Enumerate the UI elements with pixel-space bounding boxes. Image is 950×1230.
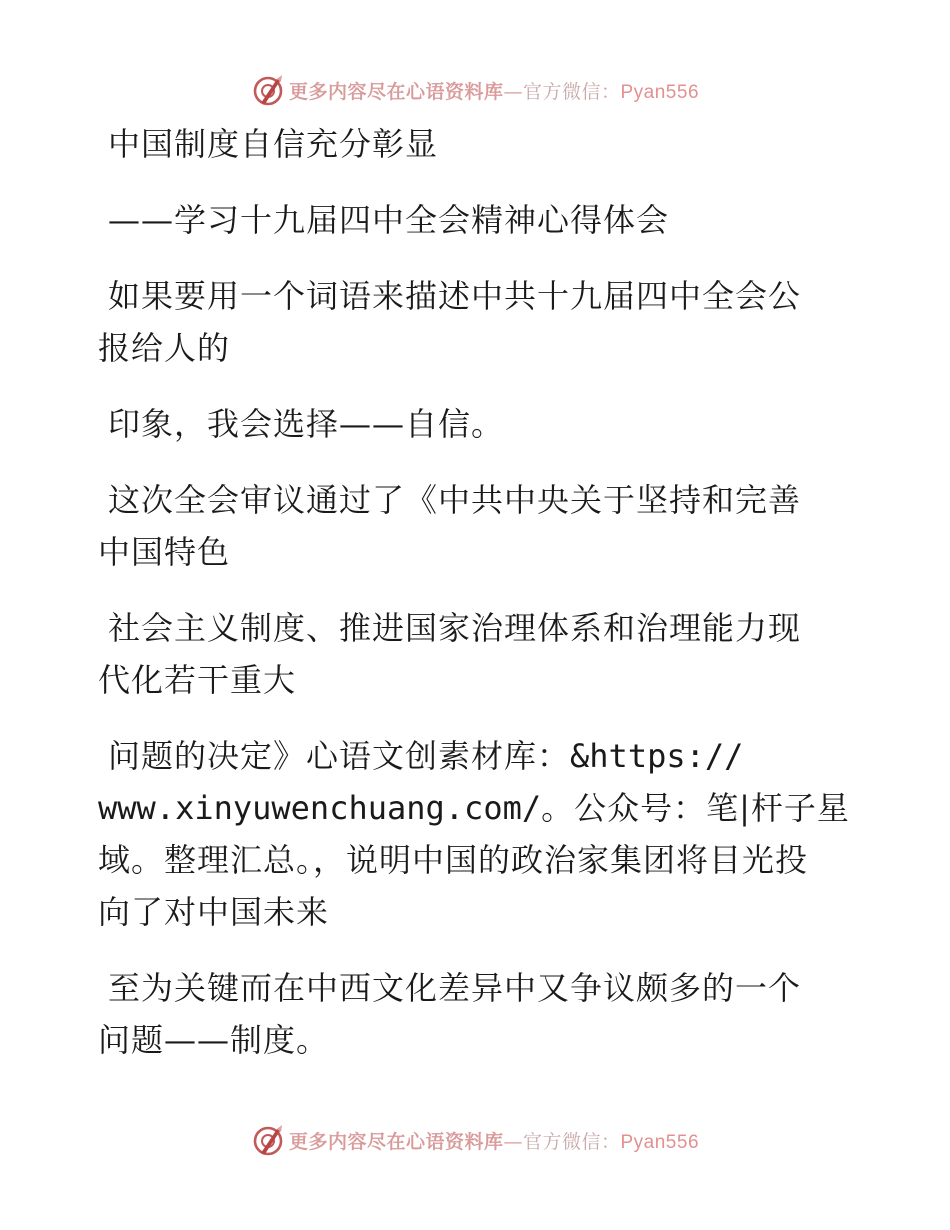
banner-slogan: 更多内容尽在心语资料库: [288, 80, 504, 103]
paragraph-4-line-2: 代化若干重大: [98, 661, 297, 699]
header-watermark-banner: [0, 70, 950, 110]
banner-dash: —: [503, 80, 523, 103]
paragraph-5-line-3: 域。整理汇总。，说明中国的政治家集团将目光投: [98, 841, 809, 879]
banner-dash: —: [503, 1130, 523, 1153]
banner-wechat-id: Pyan556: [620, 81, 700, 103]
paragraph-5-text-b: 。公众号：笔|杆子星: [541, 789, 850, 827]
paragraph-3-line-1: 这次全会审议通过了《中共中央关于坚持和完善: [108, 481, 802, 519]
paragraph-6-line-2: 问题——制度。: [98, 1021, 330, 1059]
paragraph-2: 印象，我会选择——自信。: [108, 405, 505, 443]
document-subtitle: ——学习十九届四中全会精神心得体会: [108, 201, 670, 239]
document-body: [98, 118, 858, 1066]
paragraph-5-line-2: [98, 782, 858, 834]
paragraph-1-line-2: 报给人的: [98, 329, 231, 367]
paragraph-3-line-2: 中国特色: [98, 533, 231, 571]
source-link-prefix: &https://: [570, 737, 744, 775]
paragraph-6-line-1: 至为关键而在中西文化差异中又争议颇多的一个: [108, 969, 802, 1007]
banner-wechat-label: 官方微信：: [522, 1130, 621, 1153]
banner-label: [289, 1127, 699, 1154]
paragraph-4-line-1: 社会主义制度、推进国家治理体系和治理能力现: [108, 609, 802, 647]
paragraph-5-line-1: [98, 730, 858, 782]
footer-watermark-banner: [0, 1120, 950, 1160]
paragraph-5-text-a: 问题的决定》心语文创素材库：: [108, 737, 571, 775]
banner-label: [289, 77, 699, 104]
paragraph-5-line-4: 向了对中国未来: [98, 893, 330, 931]
quill-pen-logo-icon: [251, 73, 285, 107]
banner-wechat-label: 官方微信：: [522, 80, 621, 103]
source-link-url: www.xinyuwenchuang.com/: [98, 789, 542, 827]
banner-wechat-id: Pyan556: [620, 1131, 700, 1153]
document-title: 中国制度自信充分彰显: [108, 125, 439, 163]
quill-pen-logo-icon: [251, 1123, 285, 1157]
paragraph-1-line-1: 如果要用一个词语来描述中共十九届四中全会公: [108, 277, 802, 315]
banner-slogan: 更多内容尽在心语资料库: [288, 1130, 504, 1153]
